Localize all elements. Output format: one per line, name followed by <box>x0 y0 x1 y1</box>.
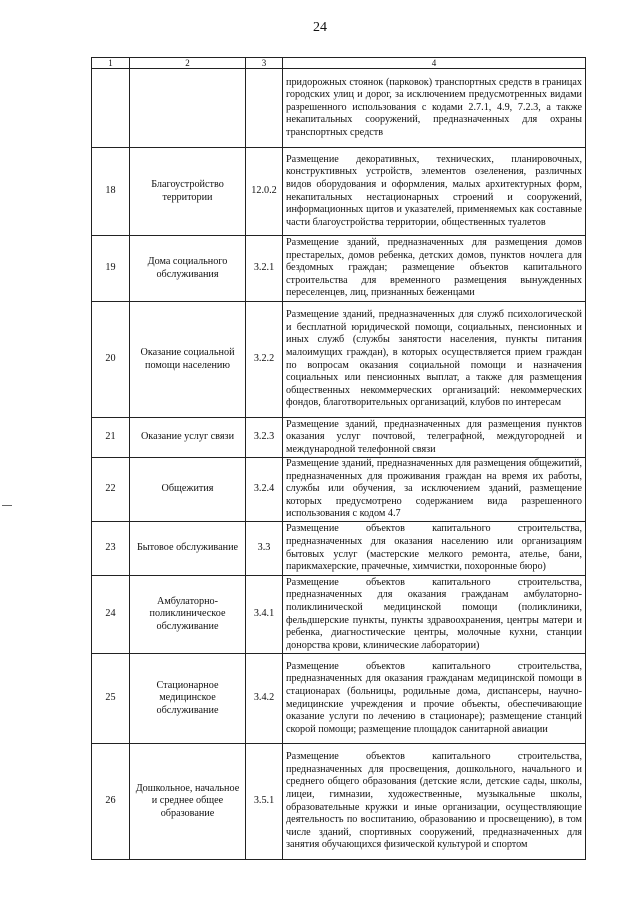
row-name: Оказание социальной помощи населению <box>130 302 246 418</box>
row-number: 23 <box>92 522 130 576</box>
table-row <box>92 236 586 302</box>
row-name: Оказание услуг связи <box>130 418 246 458</box>
row-description: Размещение объектов капитального строительства, предназначенных для оказания гражданам амбулаторно-поликлинической медицинской помощи (поликлиники, фельдшерские пункты, пункты здравоохранения, центры матери и ребенка, диагностические центры, молочные кухни, станции донорства крови, клинические лаборатории) <box>283 576 586 654</box>
row-description: Размещение объектов капитального строительства, предназначенных для оказания гражданам медицинской помощи в стационарах (больницы, родильные дома, диспансеры, научно-медицинские учреждения и прочие объекты, обеспечивающие оказание услуги по лечению в стационаре); размещение станций скорой помощи; размещение площадок санитарной авиации <box>283 654 586 744</box>
row-name: Общежития <box>130 458 246 522</box>
row-description: Размещение декоративных, технических, планировочных, конструктивных устройств, элементов озеленения, различных видов оборудования и оформления, малых архитектурных форм, некапитальных нестационарных строений и сооружений, информационных щитов и указателей, применяемых как составные части благоустройства территории, общественных туалетов <box>283 148 586 236</box>
page-number: 24 <box>313 20 327 35</box>
table-row <box>92 302 586 418</box>
row-name: Дошкольное, начальное и среднее общее образование <box>130 744 246 860</box>
row-number: 21 <box>92 418 130 458</box>
table-row <box>92 148 586 236</box>
table-row <box>92 576 586 654</box>
row-description: Размещение зданий, предназначенных для размещения домов престарелых, домов ребенка, детских домов, пунктов ночлега для бездомных граждан; размещение объектов капитального строительства для временного размещения вынужденных переселенцев, лиц, признанных беженцами <box>283 236 586 302</box>
row-description: Размещение объектов капитального строительства, предназначенных для просвещения, дошкольного, начального и среднего общего образования (детские ясли, детские сады, школы, лицеи, гимназии, художественные, музыкальные школы, образовательные кружки и иные организации, осуществляющие деятельность по воспитанию, образованию и просвещению), в том числе зданий, спортивных сооружений, предназначенных для занятия обучающихся физической культурой и спортом <box>283 744 586 860</box>
row-code: 3.5.1 <box>246 744 283 860</box>
header-cell-4: 4 <box>283 58 586 69</box>
row-number: 25 <box>92 654 130 744</box>
table-row <box>92 418 586 458</box>
header-cell-1: 1 <box>92 58 130 69</box>
row-code: 3.2.1 <box>246 236 283 302</box>
table-row <box>92 69 586 148</box>
table-row <box>92 654 586 744</box>
row-description: Размещение объектов капитального строительства, предназначенных для оказания населению или организациям бытовых услуг (мастерские мелкого ремонта, ателье, бани, парикмахерские, прачечные, химчистки, похоронные бюро) <box>283 522 586 576</box>
row-description: Размещение зданий, предназначенных для размещения общежитий, предназначенных для проживания граждан на время их работы, службы или обучения, за исключением зданий, размещение которых предусмотрено содержанием вида разрешенного использования с кодом 4.7 <box>283 458 586 522</box>
row-description: придорожных стоянок (парковок) транспортных средств в границах городских улиц и дорог, за исключением предусмотренных видами разрешенного использования с кодами 2.7.1, 4.9, 7.2.3, а также некапитальных сооружений, предназначенных для охраны транспортных средств <box>283 69 586 148</box>
row-name: Стационарное медицинское обслуживание <box>130 654 246 744</box>
row-number: 24 <box>92 576 130 654</box>
row-name <box>130 69 246 148</box>
row-name: Амбулаторно-поликлиническое обслуживание <box>130 576 246 654</box>
margin-mark <box>2 505 12 506</box>
row-number: 26 <box>92 744 130 860</box>
row-number: 22 <box>92 458 130 522</box>
row-description: Размещение зданий, предназначенных для служб психологической и бесплатной юридической помощи, социальных, пенсионных и иных служб (службы занятости населения, пункты питания малоимущих граждан), в которых осуществляется прием граждан по вопросам оказания социальной помощи и назначения социальных или пенсионных выплат, а также для размещения общественных некоммерческих организаций: некоммерческих фондов, благотворительных организаций, клубов по интересам <box>283 302 586 418</box>
row-number: 20 <box>92 302 130 418</box>
row-number <box>92 69 130 148</box>
table-row <box>92 522 586 576</box>
row-name: Благоустройство территории <box>130 148 246 236</box>
row-code: 3.2.3 <box>246 418 283 458</box>
row-code: 3.4.2 <box>246 654 283 744</box>
row-code: 3.2.2 <box>246 302 283 418</box>
row-code: 3.3 <box>246 522 283 576</box>
header-cell-2: 2 <box>130 58 246 69</box>
row-code: 3.4.1 <box>246 576 283 654</box>
row-code <box>246 69 283 148</box>
row-number: 18 <box>92 148 130 236</box>
row-name: Дома социального обслуживания <box>130 236 246 302</box>
row-code: 3.2.4 <box>246 458 283 522</box>
table-row <box>92 744 586 860</box>
row-description: Размещение зданий, предназначенных для размещения пунктов оказания услуг почтовой, телеграфной, междугородней и международной телефонной связи <box>283 418 586 458</box>
header-cell-3: 3 <box>246 58 283 69</box>
row-number: 19 <box>92 236 130 302</box>
table-header-row <box>92 58 586 69</box>
land-use-table <box>91 57 586 860</box>
row-name: Бытовое обслуживание <box>130 522 246 576</box>
table-row <box>92 458 586 522</box>
row-code: 12.0.2 <box>246 148 283 236</box>
